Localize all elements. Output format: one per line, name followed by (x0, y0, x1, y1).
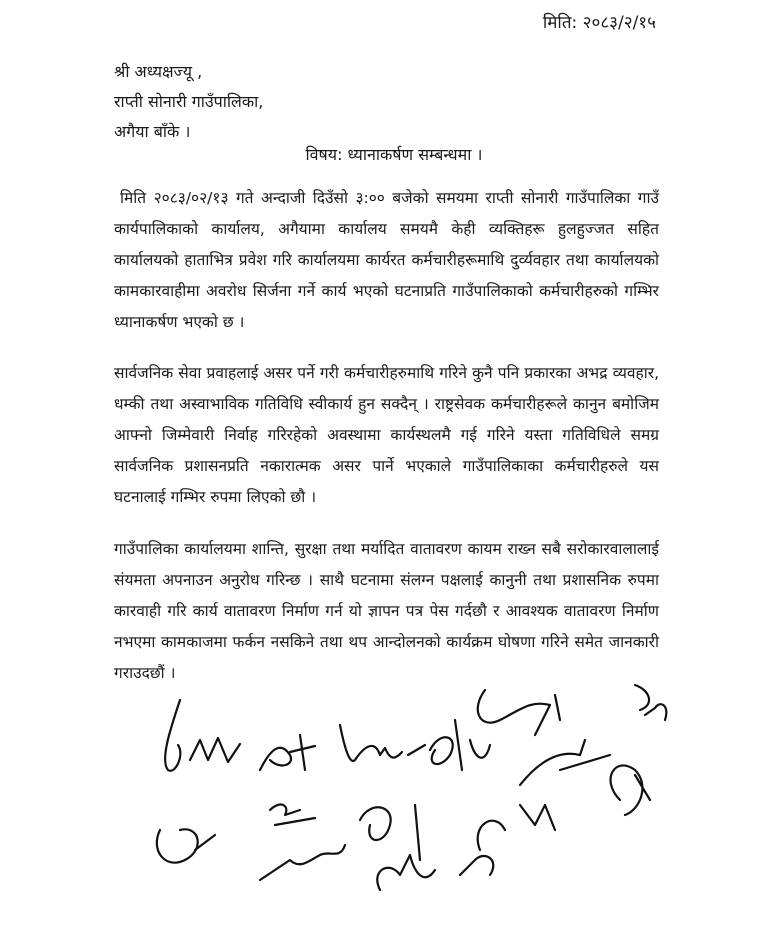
signature-8 (611, 765, 650, 815)
signature-2 (260, 735, 315, 770)
signature-9 (157, 829, 215, 862)
signatures-area (140, 660, 700, 920)
paragraph-1: मिति २०८३/०२/१३ गते अन्दाजी दिउँसो ३:०० बजेको समयमा राप्ती सोनारी गाउँपालिका गाउँ कार्यपालिकाको कार्यालय, अगैयामा कार्यालय समयमै केही व्यक्तिहरू हुलहुज्जत सहित कार्यालयको हाताभित्र प्रवेश गरि कार्यालयमा कार्यरत कर्मचारीहरूमाथि दुर्व्यवहार तथा कार्यालयको कामकारवाहीमा अवरोध सिर्जना गर्ने कार्य भएको घटनाप्रति गाउँपालिकाको कर्मचारीहरुको गम्भिर ध्यानाकर्षण भएको छ । (114, 189, 659, 331)
signature-12 (260, 845, 345, 880)
signature-11 (360, 805, 420, 860)
paragraph-3: गाउँपालिका कार्यालयमा शान्ति, सुरक्षा तथा मर्यादित वातावरण कायम राख्न सबै सरोकारवालालाई संयमता अपनाउन अनुरोध गरिन्छ । साथै घटनामा संलग्न पक्षलाई कानुनी तथा प्रशासनिक रुपमा कारवाही गरि कार्य वातावरण निर्माण गर्न यो ज्ञापन पत्र पेस गर्दछौ र आवश्यक वातावरण निर्माण नभएमा कामकाजमा फर्कन नसकिने तथा थप आन्दोलनको कार्यक्रम घोषणा गरिने समेत जानकारी गराउदछौं । (114, 540, 659, 682)
recipient-address (114, 57, 263, 147)
address-line-2: राप्ती सोनारी गाउँपालिका, (114, 92, 264, 111)
letter-subject: विषय: ध्यानाकर्षण सम्बन्धमा । (305, 145, 483, 164)
signature-14 (478, 805, 555, 850)
signature-10 (270, 805, 315, 825)
letter-date: मिति: २०८३/२/१५ (542, 13, 656, 33)
signature-15 (460, 856, 493, 875)
signature-3 (340, 725, 425, 761)
signature-13 (377, 855, 435, 890)
address-line-3: अगैया बाँके । (114, 122, 191, 141)
address-line-1: श्री अध्यक्षज्यू , (114, 62, 203, 81)
signature-5 (478, 690, 560, 735)
signature-6 (520, 740, 610, 785)
paragraph-2: सार्वजनिक सेवा प्रवाहलाई असर पर्ने गरी कर्मचारीहरुमाथि गरिने कुनै पनि प्रकारका अभद्र व्यवहार, धम्की तथा अस्वाभाविक गतिविधि स्वीकार्य हुन सक्दैन् । राष्ट्रसेवक कर्मचारीहरूले कानुन बमोजिम आफ्नो जिम्मेवारी निर्वाह गरिरहेको अवस्थामा कार्यस्थलमै गई गरिने यस्ता गतिविधिले समग्र सार्वजनिक प्रशासनप्रति नकारात्मक असर पार्ने भएकाले गाउँपालिकाका कर्मचारीहरुले यस घटनालाई गम्भिर रुपमा लिएको छौ । (114, 364, 659, 506)
handwritten-signatures (140, 660, 700, 920)
signature-4 (430, 720, 490, 770)
signature-7 (635, 685, 666, 720)
signature-1 (165, 700, 240, 771)
